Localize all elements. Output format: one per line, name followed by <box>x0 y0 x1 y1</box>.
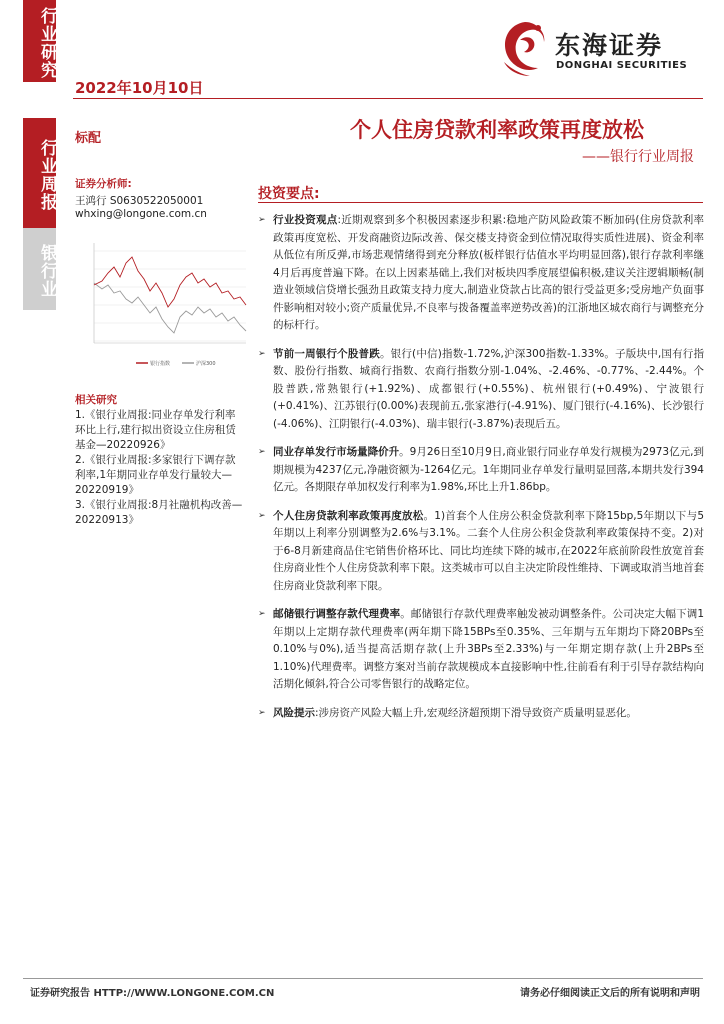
dragon-logo-icon <box>498 18 552 78</box>
key-points-label: 投资要点: <box>258 186 320 202</box>
key-point-head: 节前一周银行个股普跌 <box>273 347 380 360</box>
logo-english-name: DONGHAI SECURITIES <box>556 60 688 71</box>
key-point-head: 同业存单发行市场量降价升 <box>273 446 400 458</box>
company-logo <box>498 18 708 78</box>
series-line-bank-index <box>94 257 246 307</box>
analyst-name: 王鸿行 S0630522050001 <box>75 195 204 207</box>
footer-disclaimer: 请务必仔细阅读正文后的所有说明和声明 <box>520 988 700 999</box>
key-points-divider <box>258 202 703 203</box>
side-tab-industry-weekly: 行业周报 <box>23 118 56 228</box>
series-line-path <box>94 283 246 333</box>
report-date: 2022年10月10日 <box>75 79 204 97</box>
legend-label-hs300: 沪深300 <box>196 361 216 367</box>
logo-chinese-name: 东海证券 <box>555 31 664 60</box>
page-title: 个人住房贷款利率政策再度放松 <box>350 118 644 142</box>
key-point-item <box>258 606 704 694</box>
key-point-item <box>258 705 704 723</box>
analyst-email: whxing@longone.com.cn <box>75 208 207 220</box>
key-point-head: 个人住房贷款利率政策再度放松 <box>273 509 424 522</box>
series-line-hs300 <box>94 283 246 333</box>
key-point-head: 邮储银行调整存款代理费率 <box>273 608 401 620</box>
key-point-body: :近期观察到多个积极因素逐步积累:稳地产防风险政策不断加码(住房贷款利率政策再度宽松、开发商融资边际改善、保交楼支持资金到位情况取得实质性进展)、资金利率从低位有所反弹,市场悲观情绪得到充分释放(板样银行估值水平均明显回落),银行存款利率继4月后再度普遍下降。在以上因素基础上,我们对板块四季度展望偏积极,建议关注逻辑顺畅(制造业领域信贷增长强劲且政策支持力度大,制造业贷款占比高的银行受益更多;受房地产负面事件影响相对较小;资产质量优异,不良率与拨备覆盖率逆势改善)的江浙地区城农商行与调整充分的标杆行。 <box>273 214 705 331</box>
key-point-body: 。9月26日至10月9日,商业银行同业存单发行规模为2973亿元,到期规模为4237亿元,净融资额为-1264亿元。1年期同业存单发行量明显回落,本期共发行394亿元。各期限存单加权发行利率为1.98%,环比上升1.86bp。 <box>273 446 704 493</box>
rating: 标配 <box>75 131 102 146</box>
related-research-item[interactable]: 3.《银行业周报:8月社融机构改善—20220913》 <box>75 499 243 526</box>
key-point-body: 。银行(中信)指数-1.72%,沪深300指数-1.33%。子版块中,国有行指数、股份行指数、城商行指数、农商行指数分别-1.04%、-2.46%、-0.77%、-2.44%。个股普跌,常熟银行(+1.92%)、成都银行(+0.55%)、杭州银行(+0.49%)、宁波银行(+0.41%)、江苏银行(0.00%)表现前五,张家港行(-4.91%)、厦门银行(-4.16%)、长沙银行(-4.06%)、江阴银行(-4.03%)、瑞丰银行(-3.87%)表现后五。 <box>273 347 705 430</box>
key-point-item <box>258 212 704 335</box>
chart-grid <box>94 251 246 341</box>
key-point-head: 行业投资观点 <box>273 214 338 226</box>
key-point-item <box>258 346 704 434</box>
key-point-head: 风险提示 <box>273 706 315 719</box>
series-line-path <box>94 257 246 307</box>
side-tab-industry-research: 行业研究 <box>23 0 56 82</box>
key-points-list <box>258 212 704 722</box>
page-subtitle: ——银行行业周报 <box>582 149 694 165</box>
key-point-body: 。1)首套个人住房公积金贷款利率下降15bp,5年期以下与5年期以上利率分别调整为2.6%与3.1%。二套个人住房公积金贷款利率政策保持不变。2)对于6-8月新建商品住宅销售价格环比、同比均连续下降的城市,在2022年底前阶段性放宽首套住房商业性个人住房贷款利率下限。这类城市可以自主决定阶段性维持、下调或取消当地首套住房商业贷款利率下限。 <box>273 509 704 592</box>
related-research-list <box>75 408 245 528</box>
chart-legend <box>136 360 216 367</box>
legend-label-bank-index: 银行指数 <box>150 361 171 367</box>
analyst-label: 证券分析师: <box>75 178 132 190</box>
index-performance-chart <box>78 233 250 373</box>
key-point-body: 。邮储银行存款代理费率触发被动调整条件。公司决定大幅下调1年期以上定期存款代理费率(两年期下降15BPs至0.35%、三年期与五年期均下降20BPs至0.10%与0%),适当提高活期存款(上升3BPs至2.33%)与一年期定期存款(上升2BPs至1.10%)代理费率。调整方案对当前存款规模成本直接影响中性,往前看有利于引导存款结构向活期化倾斜,符合公司零售银行的战略定位。 <box>273 608 704 690</box>
footer-website[interactable]: 证券研究报告 HTTP://WWW.LONGONE.COM.CN <box>30 988 275 999</box>
key-point-item <box>258 508 704 596</box>
side-tab-banking: 银行业 <box>23 228 56 310</box>
related-research-label: 相关研究 <box>75 394 117 406</box>
key-point-body: :涉房资产风险大幅上升,宏观经济超预期下滑导致资产质量明显恶化。 <box>315 706 637 719</box>
header-divider <box>73 98 703 99</box>
footer-divider <box>23 978 703 979</box>
key-point-item <box>258 444 704 497</box>
related-research-item[interactable]: 2.《银行业周报:多家银行下调存款利率,1年期同业存单发行量较大—20220919》 <box>75 454 236 496</box>
related-research-item[interactable]: 1.《银行业周报:同业存单发行利率环比上行,建行拟出资设立住房租赁基金—20220926》 <box>75 409 236 451</box>
